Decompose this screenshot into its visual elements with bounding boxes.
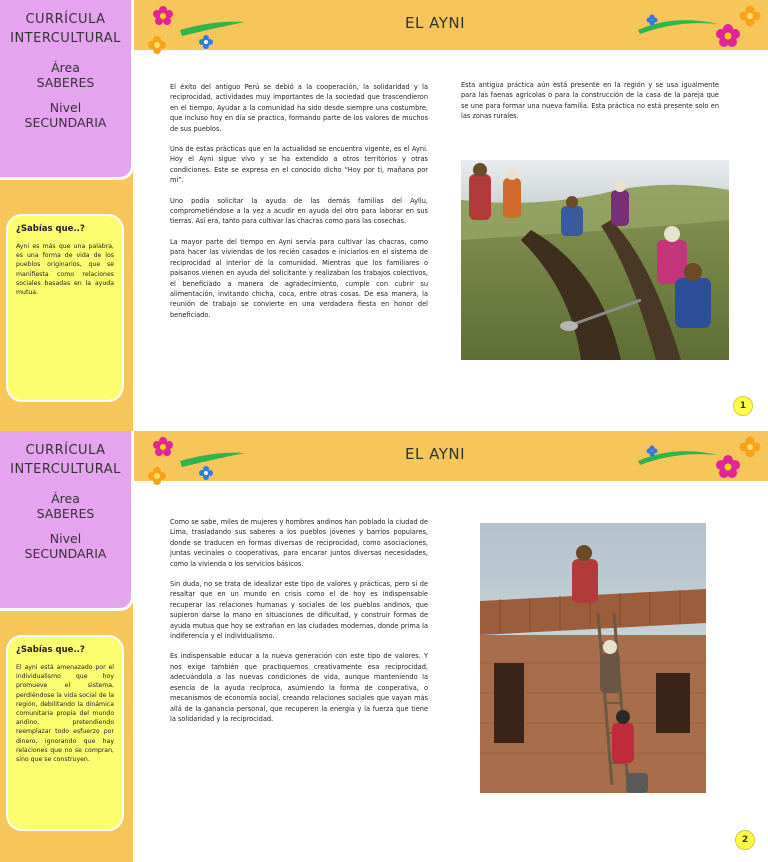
page-title: EL AYNI [405,445,466,463]
curriculum-line2: INTERCULTURAL [10,462,121,477]
flower-magenta-icon [153,437,173,456]
header-decoration-left [140,0,250,56]
text-column-left [170,82,428,330]
photo-farmers-field [461,160,729,360]
photo-house-building [480,523,706,793]
curriculum-line1: CURRÍCULA [25,443,106,458]
curriculum-line2: INTERCULTURAL [10,31,121,46]
page-number-badge: 1 [733,396,753,416]
flower-magenta-icon [153,6,173,25]
did-you-know-text: El ayni está amenazado por el individualismo que hoy promueve el sistema, perdiéndose la vida social de la región, debilitando la dinámica comunitaria propia del mundo andino, pretendiendo reemplazar todo esfuerzo por dinero, ignorando que hay relaciones que no se compran, sino que se construyen. [16,664,114,764]
curriculum-box [0,431,134,611]
nivel-value: SECUNDARIA [24,546,107,561]
page-number-badge: 2 [735,830,755,850]
flower-orange-icon [148,36,166,54]
text-column-right [461,80,719,132]
flower-orange-icon [740,437,761,458]
paragraph: La mayor parte del tiempo en Ayni servía para cultivar las chacras, como para hacer las viviendas de los recién casados e iniciarlos en el sistema de reciprocidad al interior de la comunidad. Mientras que los familiares o paisanos vienen en ayuda del solicitante y realizaban los trabajos colectivos, el beneficiado a manera de agradecimiento, cumple con cubrir su alimentación, invitando chicha, coca, entre otras cosas. De esa manera, la reunión de trabajo se convierte en una verdadera fiesta en honor del beneficiado. [170,237,428,319]
did-you-know-text: Ayni es más que una palabra, es una forma de vida de los pueblos originarios, que se manifiesta como relaciones sociales basadas en la ayuda mutua. [16,243,114,297]
area-value: SABERES [36,506,95,521]
flower-orange-icon [740,6,761,27]
area-value: SABERES [36,75,95,90]
flower-blue-icon [199,35,213,49]
paragraph: Esta antigua práctica aún está presente en la región y se usa igualmente para las faenas agrícolas o para la construcción de la casa de la pareja que se une para formar una nueva familia. Esta práctica no está presente solo en las zonas rurales. [461,81,719,121]
text-column-left [170,517,428,734]
curriculum-box [0,0,134,180]
nivel-value: SECUNDARIA [24,115,107,130]
document-page-2 [0,431,768,862]
paragraph: Sin duda, no se trata de idealizar este tipo de valores y prácticas, pero sí de resaltar que en un mundo en crisis como el de hoy es indispensable recuperar las relaciones humanas y sociales de los pueblos andinos, que supieron darse la mano en situaciones de dificultad, y construir formas de ayuda mutua que hoy se extrañan en las ciudades modernas, donde prima la indiferencia y el individualismo. [170,580,428,641]
did-you-know-heading: ¿Sabías que..? [16,224,85,234]
flower-magenta-icon [716,455,740,478]
header-decoration-right [634,431,768,487]
page-title: EL AYNI [405,14,466,32]
flower-magenta-icon [716,24,740,47]
flower-blue-icon [199,466,213,480]
paragraph: Uno podía solicitar la ayuda de las demás familias del Ayllu, comprometiéndose a la vez a acudir en ayuda del otro para laborar en sus tierras. Así era, tanto para cultivar las chacras como para las cosechas. [170,196,428,226]
paragraph: Como se sabe, miles de mujeres y hombres andinos han poblado la ciudad de Lima, trasladando sus saberes a los pueblos jóvenes y barrios populares, donde se traducen en formas diversas de reciprocidad, como asociaciones, juntas vecinales o cooperativas, para encarar juntos diversas necesidades, como la vivienda o los servicios básicos. [170,518,428,568]
curriculum-line1: CURRÍCULA [25,12,106,27]
area-label: Área [51,60,80,75]
did-you-know-box [6,214,124,402]
area-label: Área [51,491,80,506]
paragraph: El éxito del antiguo Perú se debió a la cooperación, la solidaridad y la reciprocidad, actividades muy importantes de la sociedad que trascendieron en el tiempo. Ayudar a la comunidad ha sido desde siempre una costumbre, que incluso hoy en día se practica, formando parte de los valores de muchos de sus pueblos. [170,83,428,133]
nivel-label: Nivel [49,100,82,115]
flower-orange-icon [148,467,166,485]
paragraph: Es indispensable educar a la nueva generación con este tipo de valores. Y nos exige también que practiquemos creativamente esa reciprocidad, adecuándola a las nuevas condiciones de vida, aunque manteniendo la esencia de la ayuda recíproca, asumiendo la forma de cooperativa, o mecanismos de economía social, creando relaciones sociales que vayan más allá de la ganancia personal, que recuperen la energía y la fuerza que tiene la solidaridad y la reciprocidad. [170,652,428,723]
nivel-label: Nivel [49,531,82,546]
did-you-know-box [6,635,124,831]
vine-icon [180,453,245,467]
did-you-know-heading: ¿Sabías que..? [16,645,85,655]
header-decoration-right [634,0,768,56]
vine-icon [180,22,245,36]
paragraph: Una de estas prácticas que en la actualidad se encuentra vigente, es el Ayni. Hoy el Ayni sigue vivo y se ha extendido a otros territorios y otras condiciones. Este se expresa en el conocido dicho “Hoy por ti, mañana por mí”. [170,145,428,185]
header-decoration-left [140,431,250,487]
